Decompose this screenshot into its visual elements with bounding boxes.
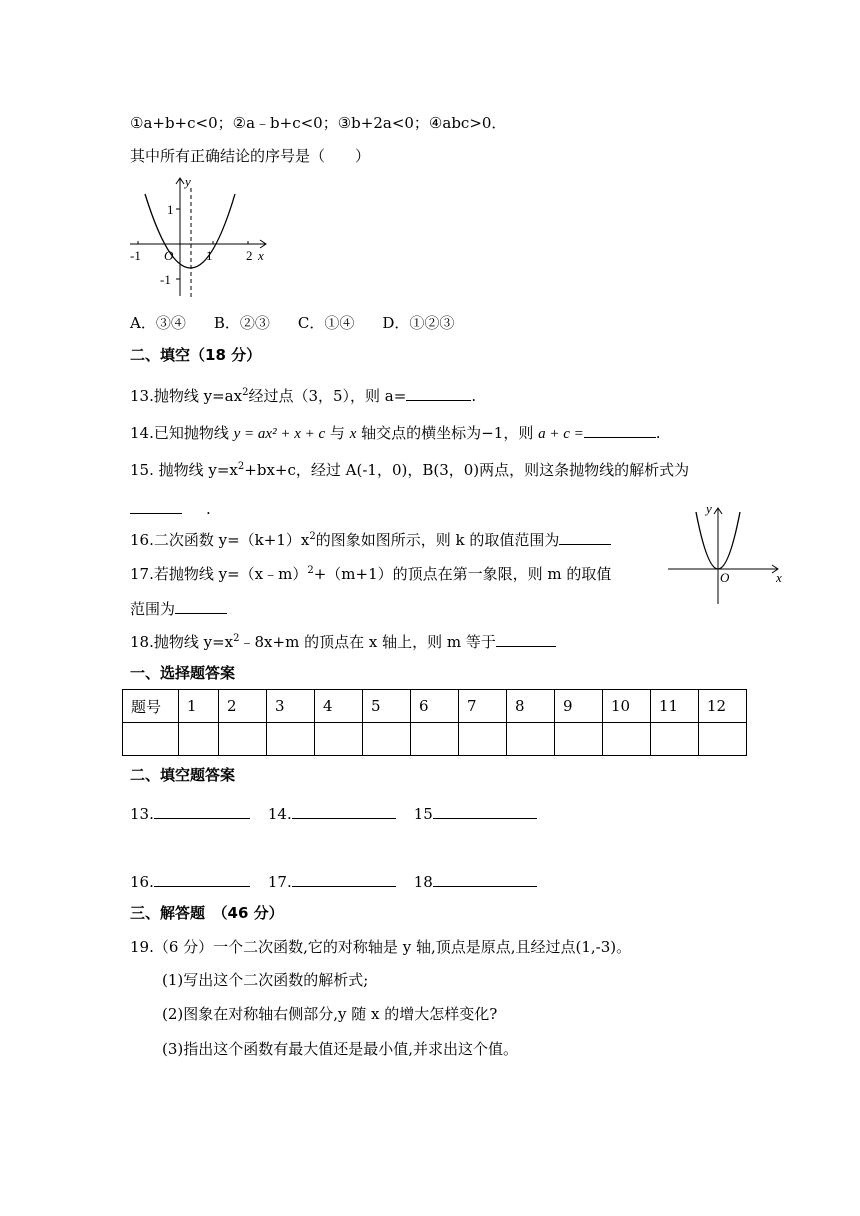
q19-part2: (2)图象在对称轴右侧部分,y 随 x 的增大怎样变化? <box>162 1005 498 1023</box>
q12-x-tick-1: 1 <box>206 248 213 263</box>
table-cell: 8 <box>507 690 555 723</box>
table-cell: 1 <box>179 690 219 723</box>
answer-cell-4[interactable] <box>315 723 363 756</box>
q13-answer-blank[interactable] <box>406 384 471 401</box>
answer-cell-7[interactable] <box>459 723 507 756</box>
table-cell: 3 <box>267 690 315 723</box>
table-cell <box>123 723 179 756</box>
table-cell: 5 <box>363 690 411 723</box>
answer-cell-2[interactable] <box>219 723 267 756</box>
answer-cell-12[interactable] <box>699 723 747 756</box>
option-d: D．①②③ <box>382 314 455 332</box>
q16-answer-blank[interactable] <box>559 528 611 545</box>
q13: 13.抛物线 $y=ax^2$经过点（3，5），则 a= . <box>130 384 476 406</box>
q18: 18.抛物线 $y=x^2﹣8x+m$ 的顶点在 x 轴上，则 m 等于 <box>130 630 556 652</box>
q12-x-tick-neg1: -1 <box>130 248 141 263</box>
option-c: C．①④ <box>297 314 355 332</box>
q14: 14.已知抛物线 y = ax² + x + c 与 x 轴交点的横坐标为−1，则 a + c = . <box>130 421 661 444</box>
answer2-row1: 13. 14. 15 <box>130 802 537 824</box>
option-a: A．③④ <box>130 314 186 332</box>
q12-x-tick-2: 2 <box>246 248 253 263</box>
q15: 15. 抛物线 $y=x^2+bx+c$，经过 A(-1，0)，B(3，0)两点，则这条抛物线的解析式为 <box>130 461 690 479</box>
answer-blank-16[interactable] <box>154 870 250 887</box>
table-cell: 12 <box>699 690 747 723</box>
answer-cell-3[interactable] <box>267 723 315 756</box>
answer-cell-5[interactable] <box>363 723 411 756</box>
q19-part1: (1)写出这个二次函数的解析式; <box>162 971 369 989</box>
answer-table <box>122 689 747 756</box>
table-cell: 4 <box>315 690 363 723</box>
option-b: B．②③ <box>213 314 270 332</box>
q12-y-tick-1: 1 <box>167 202 174 217</box>
q17-answer-blank[interactable] <box>175 597 227 614</box>
q16-x-label: x <box>776 570 782 585</box>
answer-cell-10[interactable] <box>603 723 651 756</box>
q19: 19.（6 分）一个二次函数,它的对称轴是 y 轴,顶点是原点,且经过点(1,-3)。 <box>130 938 632 956</box>
answer-blank-18[interactable] <box>433 870 537 887</box>
q16-origin: O <box>720 570 730 585</box>
q17: 17.若抛物线 y=（x﹣m）$^2$+（m+1）的顶点在第一象限，则 m 的取值 <box>130 565 612 583</box>
q12-y-label: y <box>185 174 191 189</box>
q12-x-label: x <box>258 248 264 263</box>
answer-cell-9[interactable] <box>555 723 603 756</box>
table-cell: 11 <box>651 690 699 723</box>
answer2-row2: 16. 17. 18 <box>130 870 537 892</box>
answer-blank-15[interactable] <box>433 802 537 819</box>
answer-cell-8[interactable] <box>507 723 555 756</box>
answer2-title: 二、填空题答案 <box>130 766 236 784</box>
q19-part3: (3)指出这个函数有最大值还是最小值,并求出这个值。 <box>162 1040 519 1058</box>
q15-line2: . <box>130 497 211 519</box>
table-cell: 10 <box>603 690 651 723</box>
answer1-title: 一、选择题答案 <box>130 664 236 682</box>
q15-answer-blank[interactable] <box>130 497 182 514</box>
q14-answer-blank[interactable] <box>584 421 656 438</box>
answer-cell-6[interactable] <box>411 723 459 756</box>
q12-question: 其中所有正确结论的序号是（ ） <box>130 147 371 165</box>
q16-parabola-graph <box>666 498 790 608</box>
q12-origin: O <box>164 248 174 263</box>
table-cell: 2 <box>219 690 267 723</box>
q12-conclusions: ①a+b+c<0；②a﹣b+c<0；③b+2a<0；④abc>0． <box>130 114 507 132</box>
q16: 16.二次函数 $y=(k+1)x^2$的图象如图所示，则 k 的取值范围为 <box>130 528 611 550</box>
table-cell: 9 <box>555 690 603 723</box>
answer-blank-13[interactable] <box>154 802 250 819</box>
q12-parabola-graph <box>128 172 273 302</box>
answer-cell-11[interactable] <box>651 723 699 756</box>
section3-title: 三、解答题 （46 分） <box>130 904 284 922</box>
q17-line2: 范围为 <box>130 597 227 619</box>
answer-blank-17[interactable] <box>292 870 396 887</box>
table-cell: 6 <box>411 690 459 723</box>
q18-answer-blank[interactable] <box>496 630 556 647</box>
table-cell: 7 <box>459 690 507 723</box>
section2-title: 二、填空（18 分） <box>130 346 262 364</box>
table-row <box>123 690 747 723</box>
q12-options <box>130 313 482 333</box>
table-row <box>123 723 747 756</box>
table-cell: 题号 <box>123 690 179 723</box>
q12-y-tick-neg1: -1 <box>160 272 171 287</box>
answer-blank-14[interactable] <box>292 802 396 819</box>
answer-cell-1[interactable] <box>179 723 219 756</box>
q16-y-label: y <box>706 501 712 516</box>
